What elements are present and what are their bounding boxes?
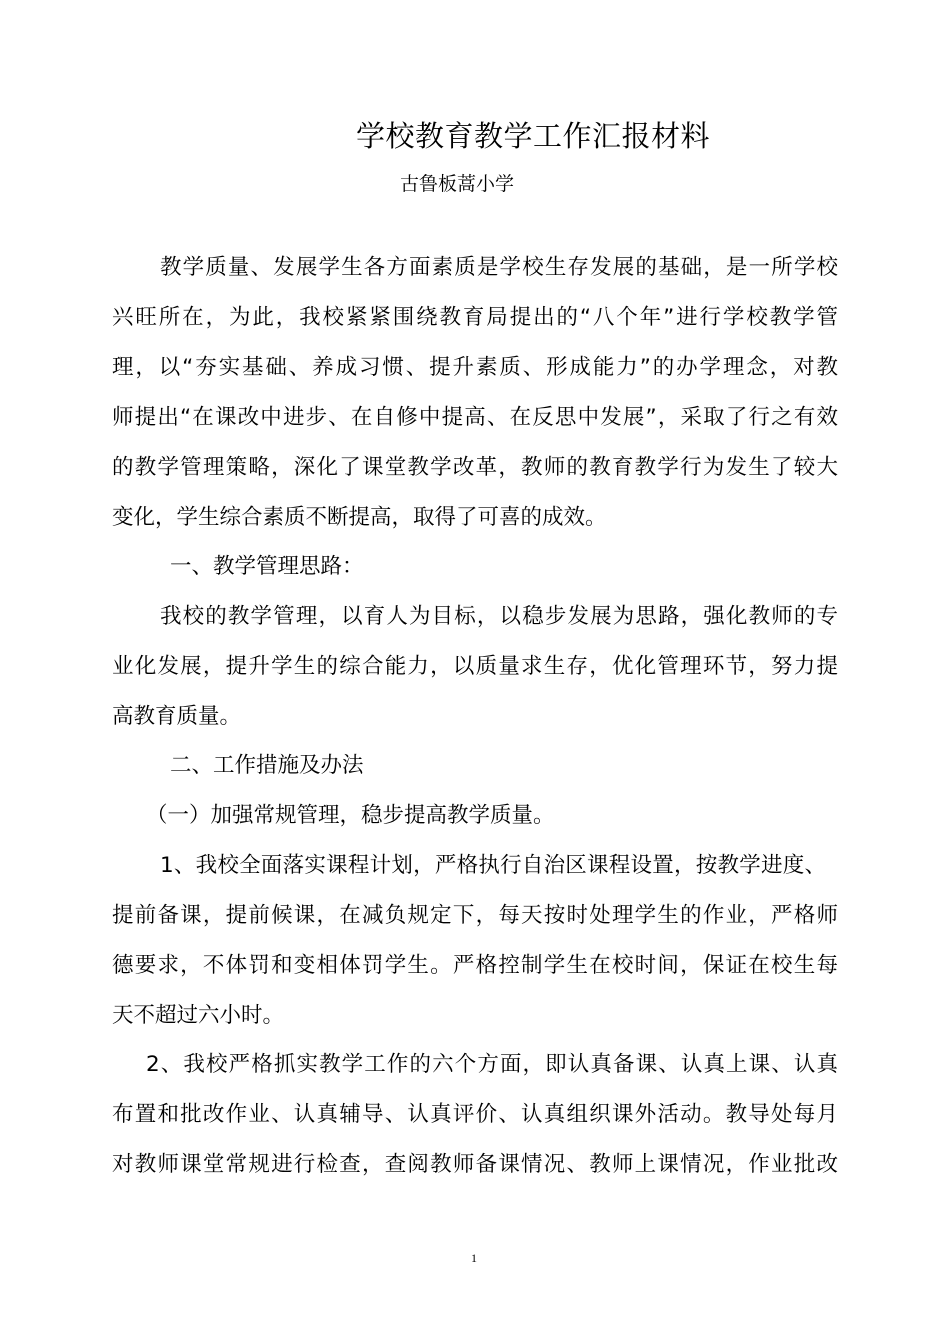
body-line-19: 对教师课堂常规进行检查，查阅教师备课情况、教师上课情况，作业批改: [112, 1152, 838, 1177]
body-line-16: 天不超过六小时。: [112, 1003, 285, 1028]
page-number: 1: [471, 1251, 477, 1265]
subsection-heading-1: （一）加强常规管理，稳步提高教学质量。: [146, 803, 555, 828]
body-line-13: 1、我校全面落实课程计划，严格执行自治区课程设置，按教学进度、: [160, 853, 826, 878]
section-heading-1: 一、教学管理思路：: [170, 554, 364, 579]
body-line-9: 业化发展，提升学生的综合能力，以质量求生存，优化管理环节，努力提: [112, 654, 838, 679]
document-title: 学校教育教学工作汇报材料: [356, 119, 711, 153]
body-line-15: 德要求，不体罚和变相体罚学生。严格控制学生在校时间，保证在校生每: [112, 953, 838, 978]
body-line-6: 变化，学生综合素质不断提高，取得了可喜的成效。: [112, 505, 607, 530]
body-line-2: 兴旺所在，为此，我校紧紧围绕教育局提出的“八个年”进行学校教学管: [112, 305, 838, 330]
body-line-8: 我校的教学管理，以育人为目标，以稳步发展为思路，强化教师的专: [160, 604, 838, 629]
school-name: 古鲁板蒿小学: [400, 173, 515, 195]
body-line-5: 的教学管理策略，深化了课堂教学改革，教师的教育教学行为发生了较大: [112, 455, 838, 480]
body-line-18: 布置和批改作业、认真辅导、认真评价、认真组织课外活动。教导处每月: [112, 1102, 838, 1127]
body-line-1: 教学质量、发展学生各方面素质是学校生存发展的基础，是一所学校: [160, 255, 838, 280]
body-line-14: 提前备课，提前候课，在减负规定下，每天按时处理学生的作业，严格师: [112, 903, 838, 928]
body-line-4: 师提出“在课改中进步、在自修中提高、在反思中发展”，采取了行之有效: [112, 405, 838, 430]
body-line-10: 高教育质量。: [112, 704, 242, 729]
body-line-17: 2、我校严格抓实教学工作的六个方面，即认真备课、认真上课、认真: [146, 1052, 838, 1077]
body-line-3: 理，以“夯实基础、养成习惯、提升素质、形成能力”的办学理念，对教: [112, 355, 838, 380]
section-heading-2: 二、工作措施及办法: [170, 753, 364, 778]
